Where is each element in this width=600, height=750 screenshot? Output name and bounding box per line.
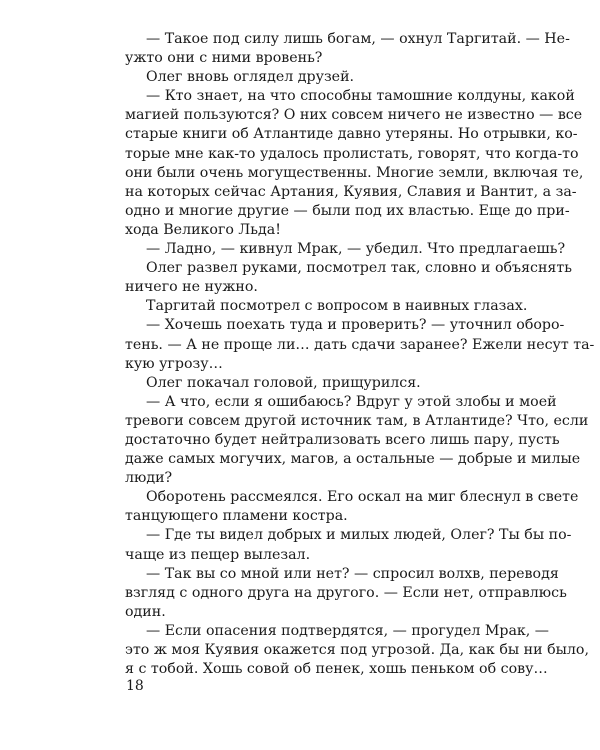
- text-line: взгляд с одного друга на другого. — Если нет, отправлюсь: [125, 584, 567, 601]
- text-line: — А что, если я ошибаюсь? Вдруг у этой злобы и моей: [146, 393, 557, 410]
- text-line: один.: [125, 603, 166, 620]
- text-line: Олег развел руками, посмотрел так, словно и объяснять: [146, 260, 572, 277]
- text-line: магией пользуются? О них совсем ничего не известно — все: [125, 107, 583, 124]
- text-line: на которых сейчас Артания, Куявия, Славия и Вантит, а за-: [125, 183, 577, 200]
- text-line: старые книги об Атлантиде давно утеряны. Но отрывки, ко-: [125, 126, 578, 143]
- text-line: — Ладно, — кивнул Мрак, — убедил. Что предлагаешь?: [146, 241, 566, 258]
- text-line: — Если опасения подтвердятся, — прогудел Мрак, —: [146, 622, 549, 639]
- text-line: — Хочешь поехать туда и проверить? — уточнил оборо-: [146, 317, 565, 334]
- text-line: тень. — А не проще ли… дать сдачи заранее? Ежели несут та-: [125, 336, 595, 353]
- text-line: люди?: [125, 470, 173, 487]
- text-line: это ж моя Куявия окажется под угрозой. Да, как бы ни было,: [125, 642, 589, 658]
- text-line: Олег покачал головой, прищурился.: [146, 374, 421, 391]
- text-line: — Где ты видел добрых и милых людей, Олег? Ты бы по-: [146, 527, 572, 544]
- text-line: они были очень могущественны. Многие земли, включая те,: [125, 164, 584, 181]
- text-line: торые мне как-то удалось пролистать, говорят, что когда-то: [125, 145, 579, 162]
- text-line: танцующего пламени костра.: [125, 508, 348, 525]
- text-line: — Кто знает, на что способны тамошние колдуны, какой: [146, 88, 575, 105]
- text-line: одно и многие другие — были под их властью. Еще до при-: [125, 202, 570, 219]
- text-line: чаще из пещер вылезал.: [125, 546, 311, 563]
- text-line: хода Великого Льда!: [125, 221, 281, 238]
- text-line: Оборотень рассмеялся. Его оскал на миг блеснул в свете: [146, 489, 579, 506]
- text-line: достаточно будет нейтрализовать всего лишь пару, пусть: [125, 431, 560, 448]
- text-line: даже самых могучих, магов, а остальные — добрые и милые: [125, 451, 581, 468]
- page-number: 18: [126, 678, 144, 694]
- text-line: ужто они с ними вровень?: [125, 50, 323, 67]
- body-text: [125, 30, 595, 679]
- text-line: я с тобой. Хошь совой об пенек, хошь пеньком об сову…: [125, 661, 548, 678]
- text-line: — Так вы со мной или нет? — спросил волхв, переводя: [146, 565, 559, 582]
- text-line: тревоги совсем другой источник там, в Атлантиде? Что, если: [125, 412, 589, 429]
- text-line: Таргитай посмотрел с вопросом в наивных глазах.: [146, 298, 528, 315]
- text-line: — Такое под силу лишь богам, — охнул Таргитай. — Не-: [146, 31, 570, 47]
- text-line: Олег вновь оглядел друзей.: [146, 69, 355, 86]
- text-line: кую угрозу…: [125, 355, 223, 372]
- text-line: ничего не нужно.: [125, 279, 258, 296]
